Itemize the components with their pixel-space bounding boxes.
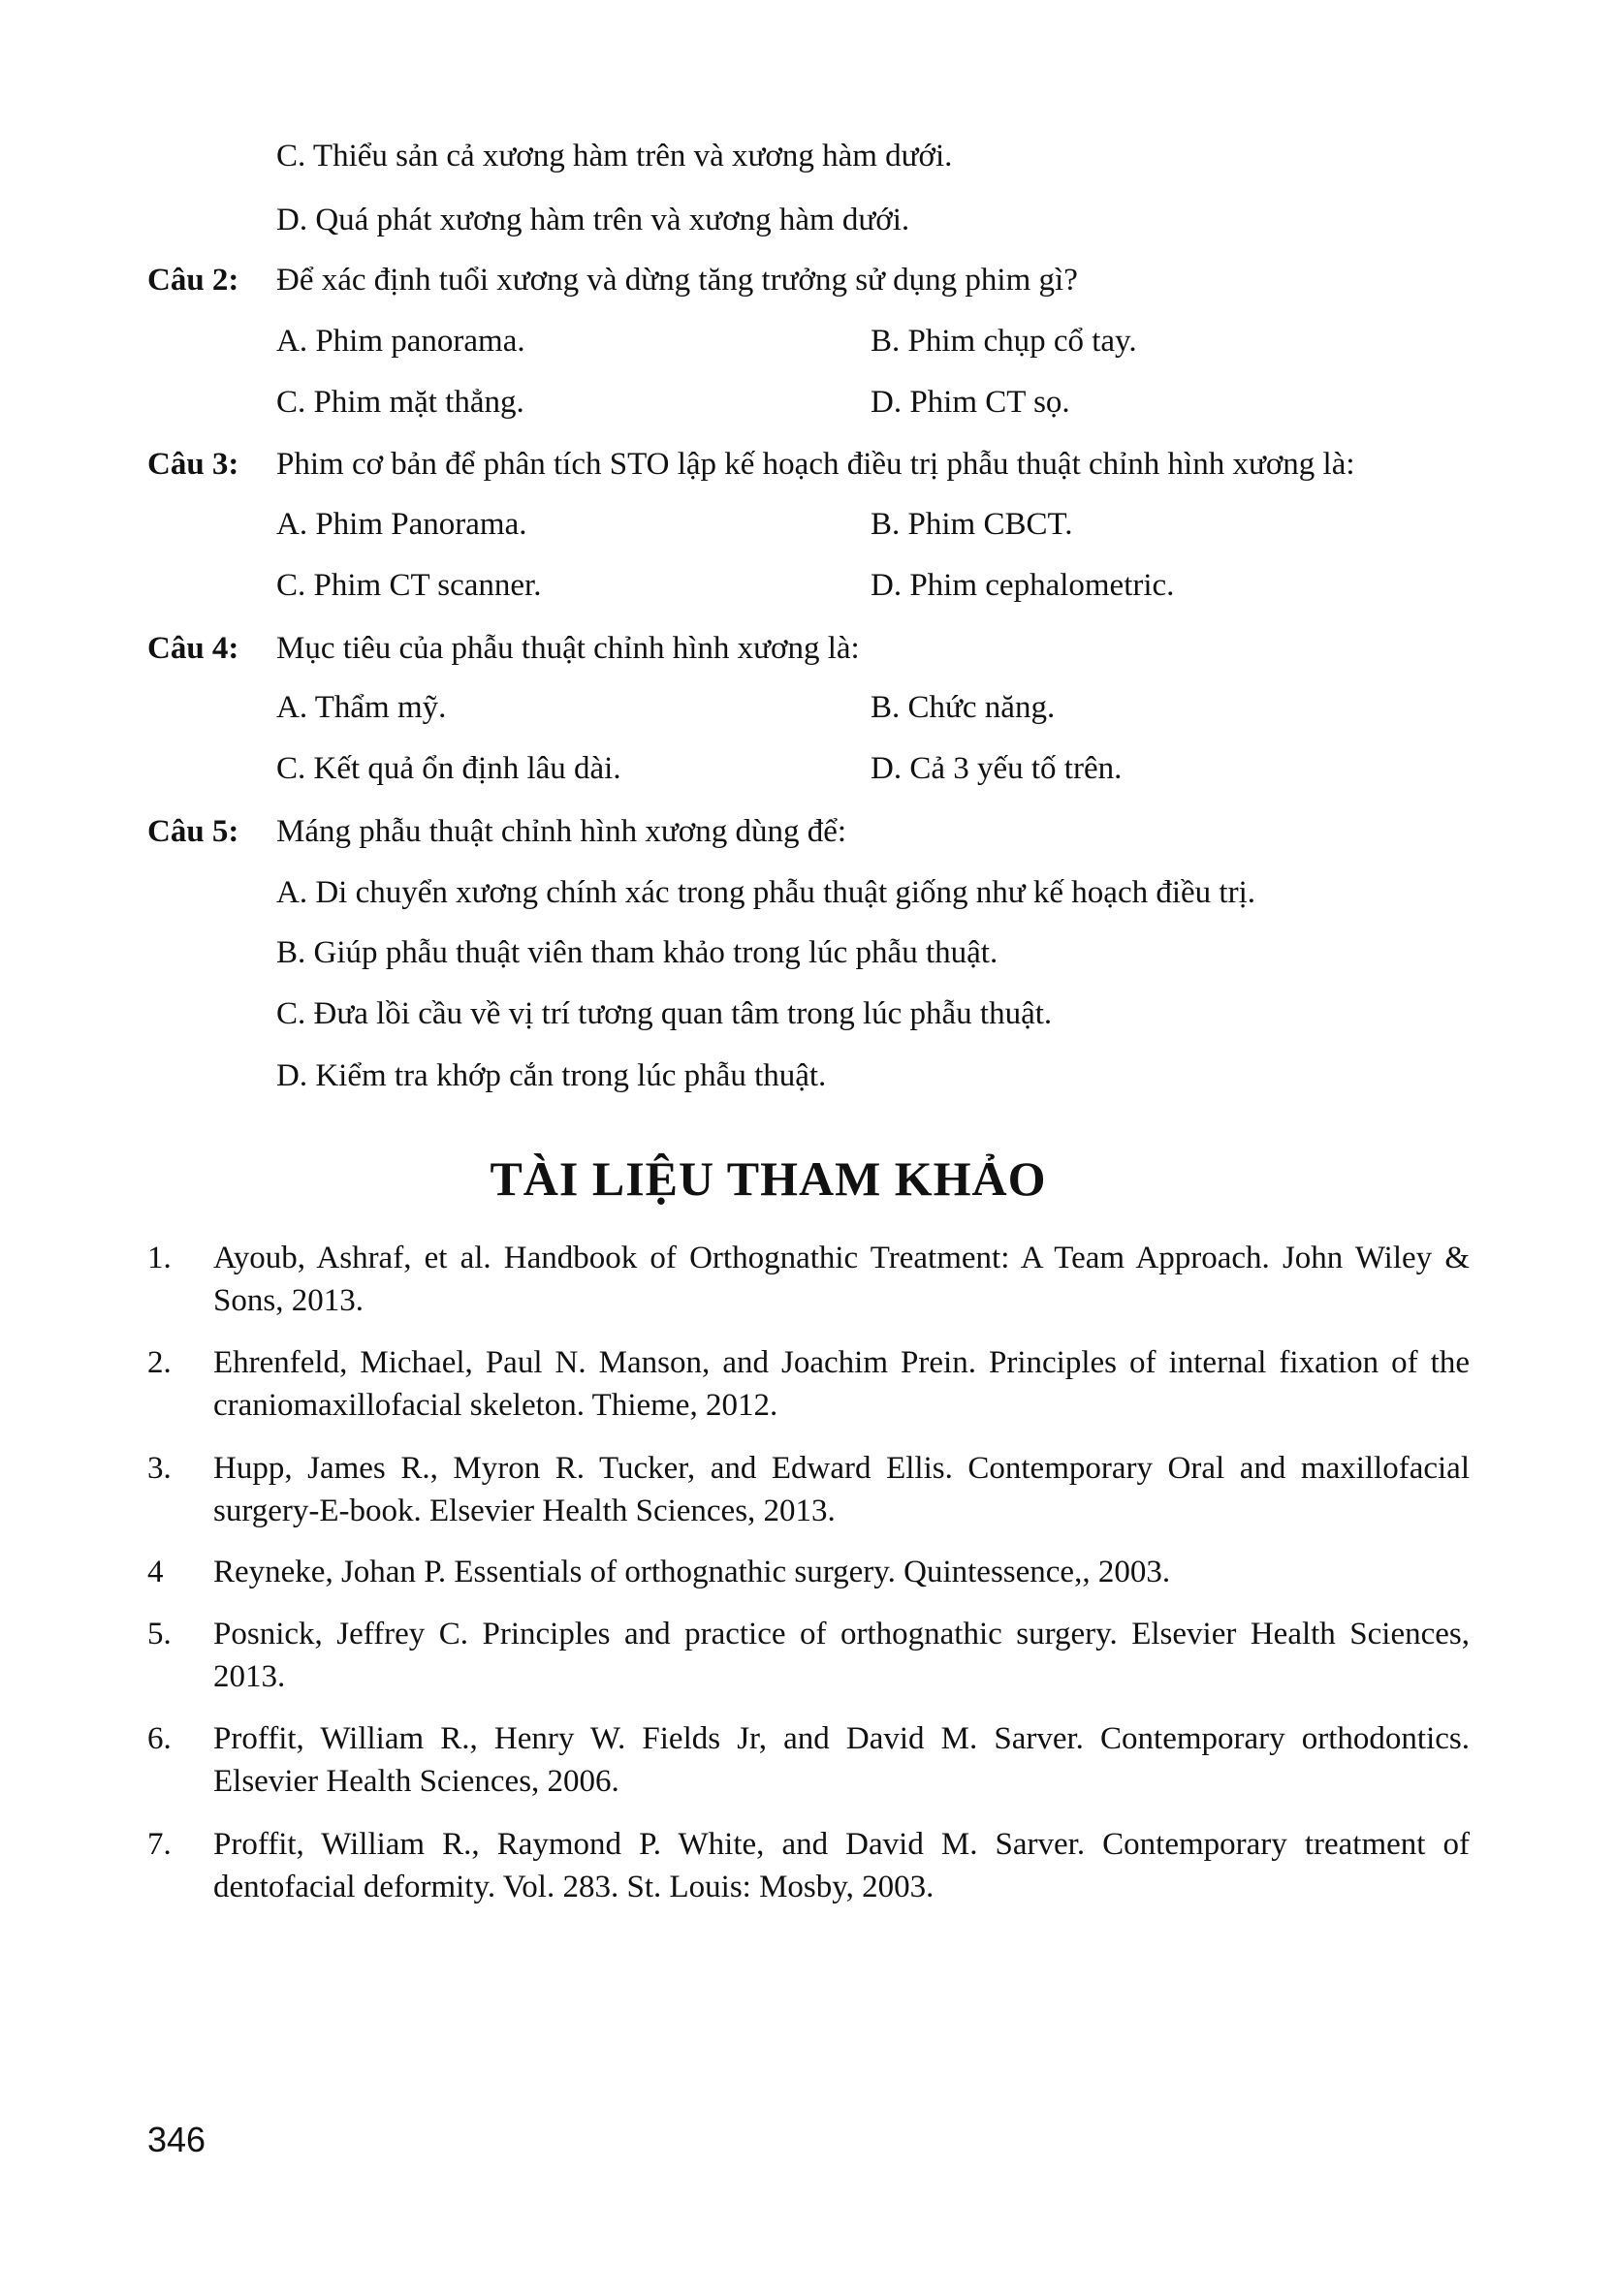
reference-number: 5. bbox=[147, 1617, 172, 1651]
q2-option-b: B. Phim chụp cổ tay. bbox=[871, 324, 1137, 359]
reference-text: Ayoub, Ashraf, et al. Handbook of Orthognathic Treatment: A Team Approach. John Wiley & Sons, 2013. bbox=[213, 1241, 1470, 1318]
q4-option-d: D. Cả 3 yếu tố trên. bbox=[871, 751, 1123, 786]
q4-option-c: C. Kết quả ổn định lâu dài. bbox=[276, 751, 621, 786]
q3-option-b: B. Phim CBCT. bbox=[871, 507, 1073, 542]
references-heading: TÀI LIỆU THAM KHẢO bbox=[490, 1151, 1047, 1206]
q5-option-b: B. Giúp phẫu thuật viên tham khảo trong lúc phẫu thuật. bbox=[276, 935, 998, 970]
q3-option-c: C. Phim CT scanner. bbox=[276, 568, 542, 603]
reference-number: 4 bbox=[147, 1555, 164, 1589]
q4-label: Câu 4: bbox=[147, 631, 239, 666]
q2-label: Câu 2: bbox=[147, 263, 239, 298]
reference-text: Proffit, William R., Henry W. Fields Jr, and David M. Sarver. Contemporary orthodontics. Elsevier Health Sciences, 2006. bbox=[213, 1721, 1470, 1799]
q3-option-a: A. Phim Panorama. bbox=[276, 507, 527, 542]
q3-label: Câu 3: bbox=[147, 447, 239, 482]
reference-text: Reyneke, Johan P. Essentials of orthognathic surgery. Quintessence,, 2003. bbox=[213, 1555, 1171, 1589]
q1-option-d: D. Quá phát xương hàm trên và xương hàm dưới. bbox=[276, 203, 910, 237]
reference-number: 6. bbox=[147, 1721, 172, 1756]
q5-label: Câu 5: bbox=[147, 814, 239, 849]
reference-number: 7. bbox=[147, 1827, 172, 1862]
q2-option-a: A. Phim panorama. bbox=[276, 324, 525, 359]
reference-text: Posnick, Jeffrey C. Principles and practice of orthognathic surgery. Elsevier Health Sciences, 2013. bbox=[213, 1617, 1470, 1694]
q4-option-b: B. Chức năng. bbox=[871, 690, 1056, 725]
reference-number: 1. bbox=[147, 1241, 172, 1275]
page-number: 346 bbox=[147, 2120, 206, 2159]
q5-text: Máng phẫu thuật chỉnh hình xương dùng để: bbox=[276, 814, 847, 849]
q3-text: Phim cơ bản để phân tích STO lập kế hoạch điều trị phẫu thuật chỉnh hình xương là: bbox=[276, 447, 1355, 482]
reference-text: Ehrenfeld, Michael, Paul N. Manson, and Joachim Prein. Principles of internal fixation of the craniomaxillofacial skeleton. Thieme, 2012. bbox=[213, 1345, 1470, 1423]
q2-text: Để xác định tuổi xương và dừng tăng trưởng sử dụng phim gì? bbox=[276, 263, 1078, 298]
q4-text: Mục tiêu của phẫu thuật chỉnh hình xương là: bbox=[276, 631, 860, 666]
q1-option-c: C. Thiểu sản cả xương hàm trên và xương hàm dưới. bbox=[276, 139, 953, 173]
reference-number: 3. bbox=[147, 1451, 172, 1486]
q4-option-a: A. Thẩm mỹ. bbox=[276, 690, 447, 725]
q3-option-d: D. Phim cephalometric. bbox=[871, 568, 1175, 603]
reference-number: 2. bbox=[147, 1345, 172, 1380]
q2-option-d: D. Phim CT sọ. bbox=[871, 385, 1070, 420]
q5-option-c: C. Đưa lồi cầu về vị trí tương quan tâm trong lúc phẫu thuật. bbox=[276, 996, 1053, 1031]
q2-option-c: C. Phim mặt thẳng. bbox=[276, 385, 524, 420]
q5-option-d: D. Kiểm tra khớp cắn trong lúc phẫu thuật. bbox=[276, 1058, 827, 1093]
q5-option-a: A. Di chuyển xương chính xác trong phẫu thuật giống như kế hoạch điều trị. bbox=[276, 875, 1255, 910]
reference-text: Hupp, James R., Myron R. Tucker, and Edward Ellis. Contemporary Oral and maxillofacial surgery-E-book. Elsevier Health Sciences, 2013. bbox=[213, 1451, 1470, 1528]
reference-text: Proffit, William R., Raymond P. White, and David M. Sarver. Contemporary treatment of dentofacial deformity. Vol. 283. St. Louis: Mosby, 2003. bbox=[213, 1827, 1470, 1904]
